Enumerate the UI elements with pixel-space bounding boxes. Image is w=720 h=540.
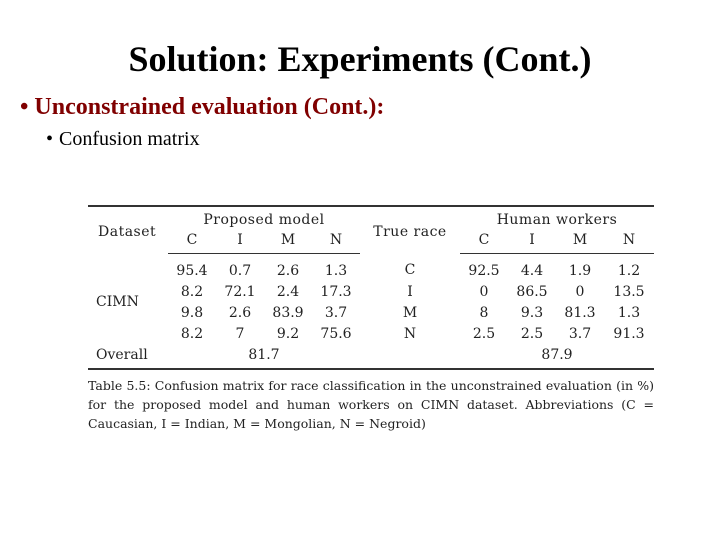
table-cell: 1.3 xyxy=(324,262,348,279)
true-race-cell: C xyxy=(404,262,416,279)
confusion-matrix-figure xyxy=(88,205,654,433)
true-race-cell: I xyxy=(407,283,413,300)
bullet-confusion-matrix xyxy=(46,128,200,151)
table-row xyxy=(88,323,654,344)
column-header: C xyxy=(168,230,216,254)
table-cell: 4.4 xyxy=(520,262,544,279)
table-cell: 72.1 xyxy=(224,283,256,300)
table-cell: 0.7 xyxy=(228,262,252,279)
true-race-header: True race xyxy=(373,223,447,240)
table-cell: 1.3 xyxy=(617,304,641,321)
table-cell: 2.5 xyxy=(520,325,544,342)
slide-title: Solution: Experiments (Cont.) xyxy=(128,39,592,79)
overall-label: Overall xyxy=(96,347,148,363)
table-cell: 81.3 xyxy=(564,304,596,321)
table-cell: 92.5 xyxy=(468,262,500,279)
table-cell: 9.3 xyxy=(520,304,544,321)
table-row xyxy=(88,254,654,282)
table-cell: 2.5 xyxy=(472,325,496,342)
column-header: M xyxy=(264,230,312,254)
table-cell: 0 xyxy=(479,283,489,300)
column-header: N xyxy=(604,230,654,254)
table-cell: 8 xyxy=(479,304,489,321)
table-cell: 13.5 xyxy=(613,283,645,300)
dataset-header: Dataset xyxy=(98,223,157,240)
table-row xyxy=(88,302,654,323)
column-header: N xyxy=(312,230,360,254)
human-workers-header: Human workers xyxy=(496,212,618,228)
table-cell: 3.7 xyxy=(568,325,592,342)
bullet-unconstrained-evaluation xyxy=(20,94,384,121)
dataset-name: CIMN xyxy=(96,293,139,310)
table-row xyxy=(88,281,654,302)
proposed-model-header: Proposed model xyxy=(203,212,325,228)
confusion-matrix-table xyxy=(88,205,654,370)
overall-human-value: 87.9 xyxy=(541,347,573,363)
table-cell: 2.6 xyxy=(228,304,252,321)
table-cell: 95.4 xyxy=(176,262,208,279)
table-cell: 83.9 xyxy=(272,304,304,321)
column-header: M xyxy=(556,230,604,254)
table-header-row xyxy=(88,206,654,230)
bullet-text: Confusion matrix xyxy=(59,128,200,150)
table-cell: 86.5 xyxy=(516,283,548,300)
table-cell: 8.2 xyxy=(180,325,204,342)
table-cell: 9.2 xyxy=(276,325,300,342)
table-cell: 7 xyxy=(235,325,245,342)
empty-cell xyxy=(360,344,460,369)
table-cell: 8.2 xyxy=(180,283,204,300)
table-cell: 2.6 xyxy=(276,262,300,279)
table-caption: Table 5.5: Confusion matrix for race classification in the unconstrained evaluation (in %) for the proposed model and human workers on CIMN dataset. Abbreviations (C = Caucasian, I = Indian, M = Mongolian, N = Negroid) xyxy=(88,378,654,431)
table-cell: 17.3 xyxy=(320,283,352,300)
table-cell: 0 xyxy=(575,283,585,300)
table-cell: 1.2 xyxy=(617,262,641,279)
bullet-glyph: • xyxy=(46,128,54,150)
true-race-cell: M xyxy=(402,304,418,321)
table-cell: 3.7 xyxy=(324,304,348,321)
column-header: I xyxy=(216,230,264,254)
true-race-cell: N xyxy=(403,325,417,342)
table-cell: 9.8 xyxy=(180,304,204,321)
bullet-glyph: • xyxy=(20,94,29,120)
column-header: C xyxy=(460,230,508,254)
bullet-text: Unconstrained evaluation (Cont.): xyxy=(34,94,385,120)
table-cell: 91.3 xyxy=(613,325,645,342)
table-cell: 75.6 xyxy=(320,325,352,342)
table-cell: 1.9 xyxy=(568,262,592,279)
overall-proposed-value: 81.7 xyxy=(248,347,280,363)
overall-row xyxy=(88,344,654,369)
table-cell: 2.4 xyxy=(276,283,300,300)
column-header: I xyxy=(508,230,556,254)
